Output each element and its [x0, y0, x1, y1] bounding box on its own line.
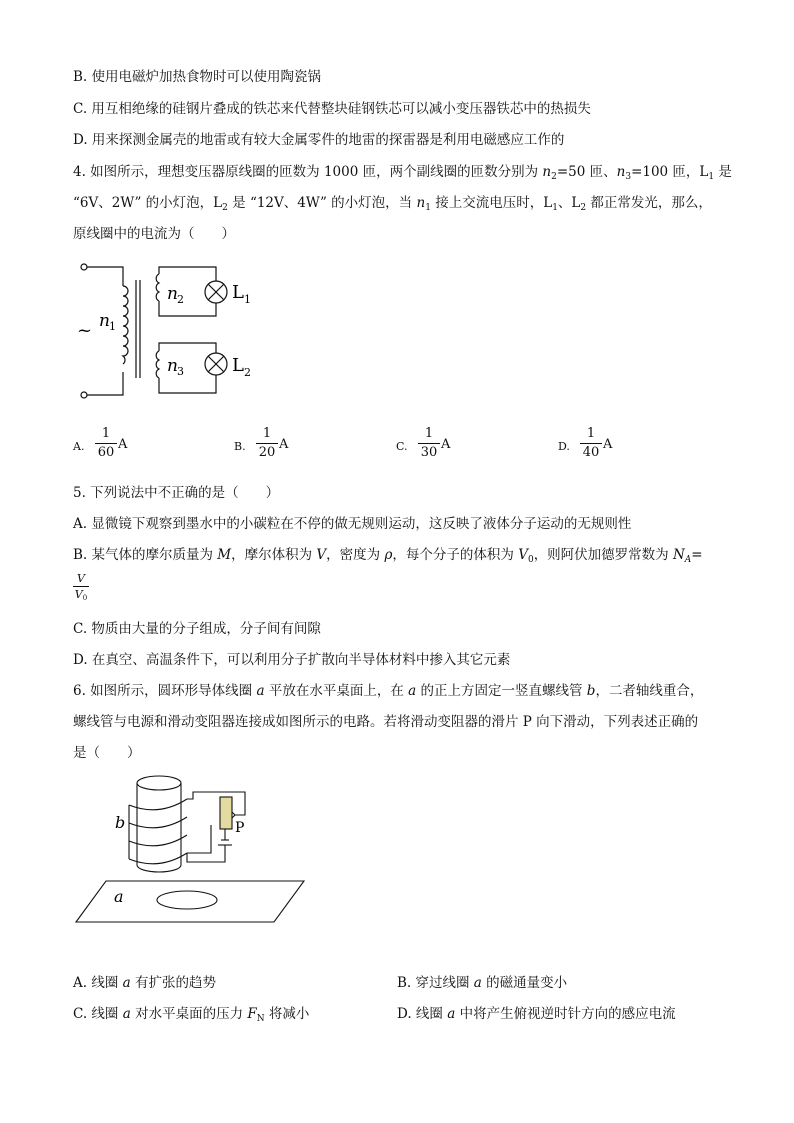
- denominator: V: [74, 588, 83, 601]
- q4-text: 是: [714, 164, 732, 180]
- var-NA: N: [672, 547, 685, 563]
- q6-text: 6. 如图所示，圆环形导体线圈: [73, 683, 257, 699]
- q6-option-d: [397, 1006, 676, 1022]
- label-a: a: [114, 887, 124, 906]
- q4-option-c-fraction: [418, 426, 440, 461]
- denominator: 30: [420, 445, 438, 460]
- sub: 1: [552, 203, 558, 213]
- q5-text: ，每个分子的体积为: [392, 547, 519, 563]
- tilde-symbol: ~: [77, 320, 93, 341]
- q6-text: A. 线圈: [73, 975, 123, 991]
- q5-text: ，密度为: [326, 547, 385, 563]
- transformer-diagram: [73, 258, 273, 408]
- var-n2: n: [542, 164, 552, 180]
- q4-option-a-unit: A: [118, 437, 128, 452]
- q5-text: =: [691, 547, 703, 563]
- label-L2: L: [232, 355, 244, 376]
- q5-option-a: A. 显微镜下观察到墨水中的小碳粒在不停的做无规则运动，这反映了液体分子运动的无规则性: [73, 516, 632, 532]
- q4-text: 、L: [557, 195, 581, 211]
- var-rho: ρ: [384, 547, 393, 563]
- var-n3: n: [616, 164, 626, 180]
- solenoid-diagram: [73, 775, 333, 935]
- var-a: a: [122, 1006, 131, 1022]
- q4-option-b-fraction: [256, 426, 278, 461]
- q6-text: ，二者轴线重合，: [595, 683, 704, 699]
- q6-text: 有扩张的趋势: [130, 975, 216, 991]
- q6-stem-line2: 螺线管与电源和滑动变阻器连接成如图所示的电路。若将滑动变阻器的滑片 P 向下滑动，下列表述正确的: [73, 714, 699, 730]
- numerator: V: [77, 572, 85, 585]
- var-F: F: [247, 1006, 257, 1022]
- numerator: 1: [424, 426, 434, 441]
- sub: 0: [82, 594, 88, 602]
- q4-option-c-unit: A: [441, 437, 451, 452]
- sub: A: [684, 555, 692, 565]
- var-M: M: [217, 547, 232, 563]
- q4-text: =50 匝、: [556, 164, 617, 180]
- sub: 2: [222, 203, 228, 213]
- label-L2-sub: 2: [244, 366, 251, 379]
- label-n3-sub: 3: [177, 365, 184, 378]
- q5-stem: 5. 下列说法中不正确的是（ ）: [73, 485, 280, 501]
- q6-text: 平放在水平桌面上，在: [264, 683, 409, 699]
- q6-text: 中将产生俯视逆时针方向的感应电流: [455, 1006, 676, 1022]
- q5-text: ，则阿伏加德罗常数为: [533, 547, 673, 563]
- q3-option-b: B. 使用电磁炉加热食物时可以使用陶瓷锅: [73, 69, 322, 85]
- sub: 2: [551, 172, 557, 182]
- var-V: V: [316, 547, 327, 563]
- q4-stem-line2: [73, 195, 712, 216]
- q6-text: 的正上方固定一竖直螺线管: [416, 683, 587, 699]
- denominator: 60: [97, 445, 115, 460]
- q6-text: 将减小: [264, 1006, 310, 1022]
- numerator: 1: [262, 426, 272, 441]
- sub: N: [256, 1014, 265, 1024]
- label-L1-sub: 1: [244, 293, 251, 306]
- q4-option-d-letter: D.: [558, 440, 570, 453]
- q6-option-c: [73, 1006, 309, 1027]
- label-P: P: [235, 820, 245, 836]
- numerator: 1: [586, 426, 596, 441]
- sub: 1: [425, 203, 431, 213]
- q6-text: C. 线圈: [73, 1006, 123, 1022]
- var-a: a: [122, 975, 131, 991]
- label-L1: L: [232, 282, 244, 303]
- q5-option-d: D. 在真空、高温条件下，可以利用分子扩散向半导体材料中掺入其它元素: [73, 652, 511, 668]
- q3-option-d: D. 用来探测金属壳的地雷或有较大金属零件的地雷的探雷器是利用电磁感应工作的: [73, 132, 565, 148]
- q4-option-b-unit: A: [279, 437, 289, 452]
- label-n1-sub: 1: [109, 320, 116, 333]
- q6-text: 对水平桌面的压力: [130, 1006, 248, 1022]
- q6-text: 的磁通量变小: [481, 975, 568, 991]
- var-a: a: [473, 975, 482, 991]
- label-n1: n: [99, 311, 110, 331]
- q4-text: “6V、2W” 的小灯泡，L: [73, 195, 223, 211]
- q5-option-b-fraction: [73, 572, 89, 605]
- var-n1: n: [416, 195, 426, 211]
- var-b: b: [586, 683, 596, 699]
- q4-option-a-letter: A.: [73, 440, 85, 453]
- q5-option-c: C. 物质由大量的分子组成，分子间有间隙: [73, 621, 321, 637]
- label-n3: n: [167, 356, 178, 376]
- q4-option-b-letter: B.: [234, 440, 246, 453]
- q5-text: ，摩尔体积为: [231, 547, 317, 563]
- q4-option-a-fraction: [95, 426, 117, 461]
- sub: 1: [708, 172, 715, 182]
- var-a: a: [256, 683, 265, 699]
- q6-stem-line1: [73, 683, 703, 699]
- sub: 0: [527, 555, 534, 565]
- q4-text: 4. 如图所示，理想变压器原线圈的匝数为 1000 匝，两个副线圈的匝数分别为: [73, 164, 543, 180]
- q4-text: 都正常发光，那么，: [586, 195, 712, 211]
- var-a: a: [408, 683, 417, 699]
- numerator: 1: [101, 426, 111, 441]
- label-n2-sub: 2: [177, 293, 184, 306]
- q4-option-d-fraction: [580, 426, 602, 461]
- label-n2: n: [167, 284, 178, 304]
- q4-text: 接上交流电压时，L: [430, 195, 553, 211]
- q4-stem-line3: 原线圈中的电流为（ ）: [73, 226, 235, 242]
- q4-text: =100 匝，L: [631, 164, 709, 180]
- q4-text: 是 “12V、4W” 的小灯泡，当: [227, 195, 417, 211]
- var-V0: V: [518, 547, 528, 563]
- sub: 2: [580, 203, 587, 213]
- q5-text: B. 某气体的摩尔质量为: [73, 547, 218, 563]
- q4-option-c-letter: C.: [396, 440, 408, 453]
- q4-stem-line1: [73, 164, 732, 185]
- q6-option-b: [397, 975, 567, 991]
- q6-text: B. 穿过线圈: [397, 975, 474, 991]
- q3-option-c: C. 用互相绝缘的硅钢片叠成的铁芯来代替整块硅钢铁芯可以减小变压器铁芯中的热损失: [73, 101, 591, 117]
- label-b: b: [115, 813, 126, 832]
- q6-option-a: [73, 975, 216, 991]
- q5-option-b: [73, 547, 703, 568]
- q6-text: D. 线圈: [397, 1006, 448, 1022]
- denominator: 40: [582, 445, 600, 460]
- q6-stem-line3: 是（ ）: [73, 745, 141, 761]
- var-a: a: [447, 1006, 456, 1022]
- q4-option-d-unit: A: [603, 437, 613, 452]
- sub: 3: [625, 172, 632, 182]
- denominator: 20: [258, 445, 276, 460]
